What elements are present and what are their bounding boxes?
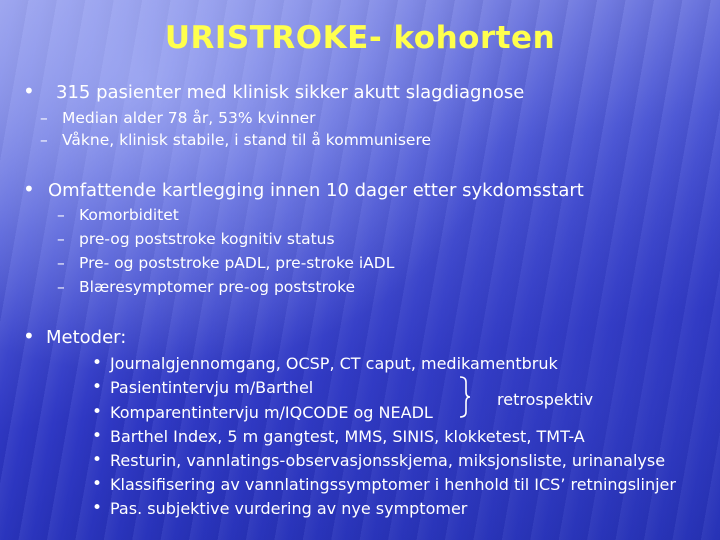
bullet-dot-icon: • xyxy=(92,353,103,373)
method-item xyxy=(92,353,558,373)
method-text: Barthel Index, 5 m gangtest, MMS, SINIS, klokketest, TMT-A xyxy=(110,427,585,446)
dash-icon: – xyxy=(57,206,65,224)
method-text: Pasientintervju m/Barthel xyxy=(110,378,314,397)
bullet-dot-icon: • xyxy=(92,498,103,518)
method-item xyxy=(92,426,585,446)
method-text: Journalgjennomgang, OCSP, CT caput, medikamentbruk xyxy=(110,354,558,373)
bullet-dot-icon: • xyxy=(92,426,103,446)
subitem-vakne xyxy=(40,131,432,149)
method-text: Resturin, vannlatings-observasjonsskjema, miksjonsliste, urinanalyse xyxy=(110,451,666,470)
method-text: Komparentintervju m/IQCODE og NEADL xyxy=(110,403,433,422)
bullet-metoder xyxy=(23,324,127,348)
dash-icon: – xyxy=(57,230,65,248)
dash-icon: – xyxy=(40,131,48,149)
subitem-text: Komorbiditet xyxy=(79,206,179,224)
subitem-text: Median alder 78 år, 53% kvinner xyxy=(62,109,316,127)
subitem-text: Våkne, klinisk stabile, i stand til å kommunisere xyxy=(62,131,432,149)
subitem-kognitiv xyxy=(57,230,335,248)
bullet-dot-icon: • xyxy=(23,324,35,348)
subitem-blaere xyxy=(57,278,356,296)
subitem-median xyxy=(40,109,316,127)
dash-icon: – xyxy=(57,278,65,296)
method-item xyxy=(92,450,666,470)
method-text: Pas. subjektive vurdering av nye symptomer xyxy=(110,499,468,518)
bullet-dot-icon: • xyxy=(23,79,35,103)
bullet-dot-icon: • xyxy=(92,450,103,470)
method-text: Klassifisering av vannlatingssymptomer i henhold til ICS’ retningslinjer xyxy=(110,475,676,494)
bullet-text: 315 pasienter med klinisk sikker akutt slagdiagnose xyxy=(56,82,525,103)
bullet-kartlegging xyxy=(23,177,584,201)
dash-icon: – xyxy=(40,109,48,127)
method-item xyxy=(92,402,433,422)
right-brace-icon xyxy=(459,376,471,418)
subitem-padl xyxy=(57,254,395,272)
subitem-text: pre-og poststroke kognitiv status xyxy=(79,230,335,248)
subitem-text: Pre- og poststroke pADL, pre-stroke iADL xyxy=(79,254,395,272)
bullet-text: Metoder: xyxy=(46,327,127,348)
bullet-dot-icon: • xyxy=(92,402,103,422)
bullet-dot-icon: • xyxy=(92,377,103,397)
method-item xyxy=(92,377,314,397)
dash-icon: – xyxy=(57,254,65,272)
method-item xyxy=(92,474,676,494)
slide-title: URISTROKE- kohorten xyxy=(164,20,556,56)
bullet-dot-icon: • xyxy=(23,177,35,201)
method-item xyxy=(92,498,468,518)
subitem-komorbiditet xyxy=(57,206,179,224)
bullet-text: Omfattende kartlegging innen 10 dager etter sykdomsstart xyxy=(48,180,584,201)
subitem-text: Blæresymptomer pre-og poststroke xyxy=(79,278,356,296)
retrospektiv-label: retrospektiv xyxy=(497,390,594,409)
bullet-pasienter xyxy=(23,79,525,103)
bullet-dot-icon: • xyxy=(92,474,103,494)
